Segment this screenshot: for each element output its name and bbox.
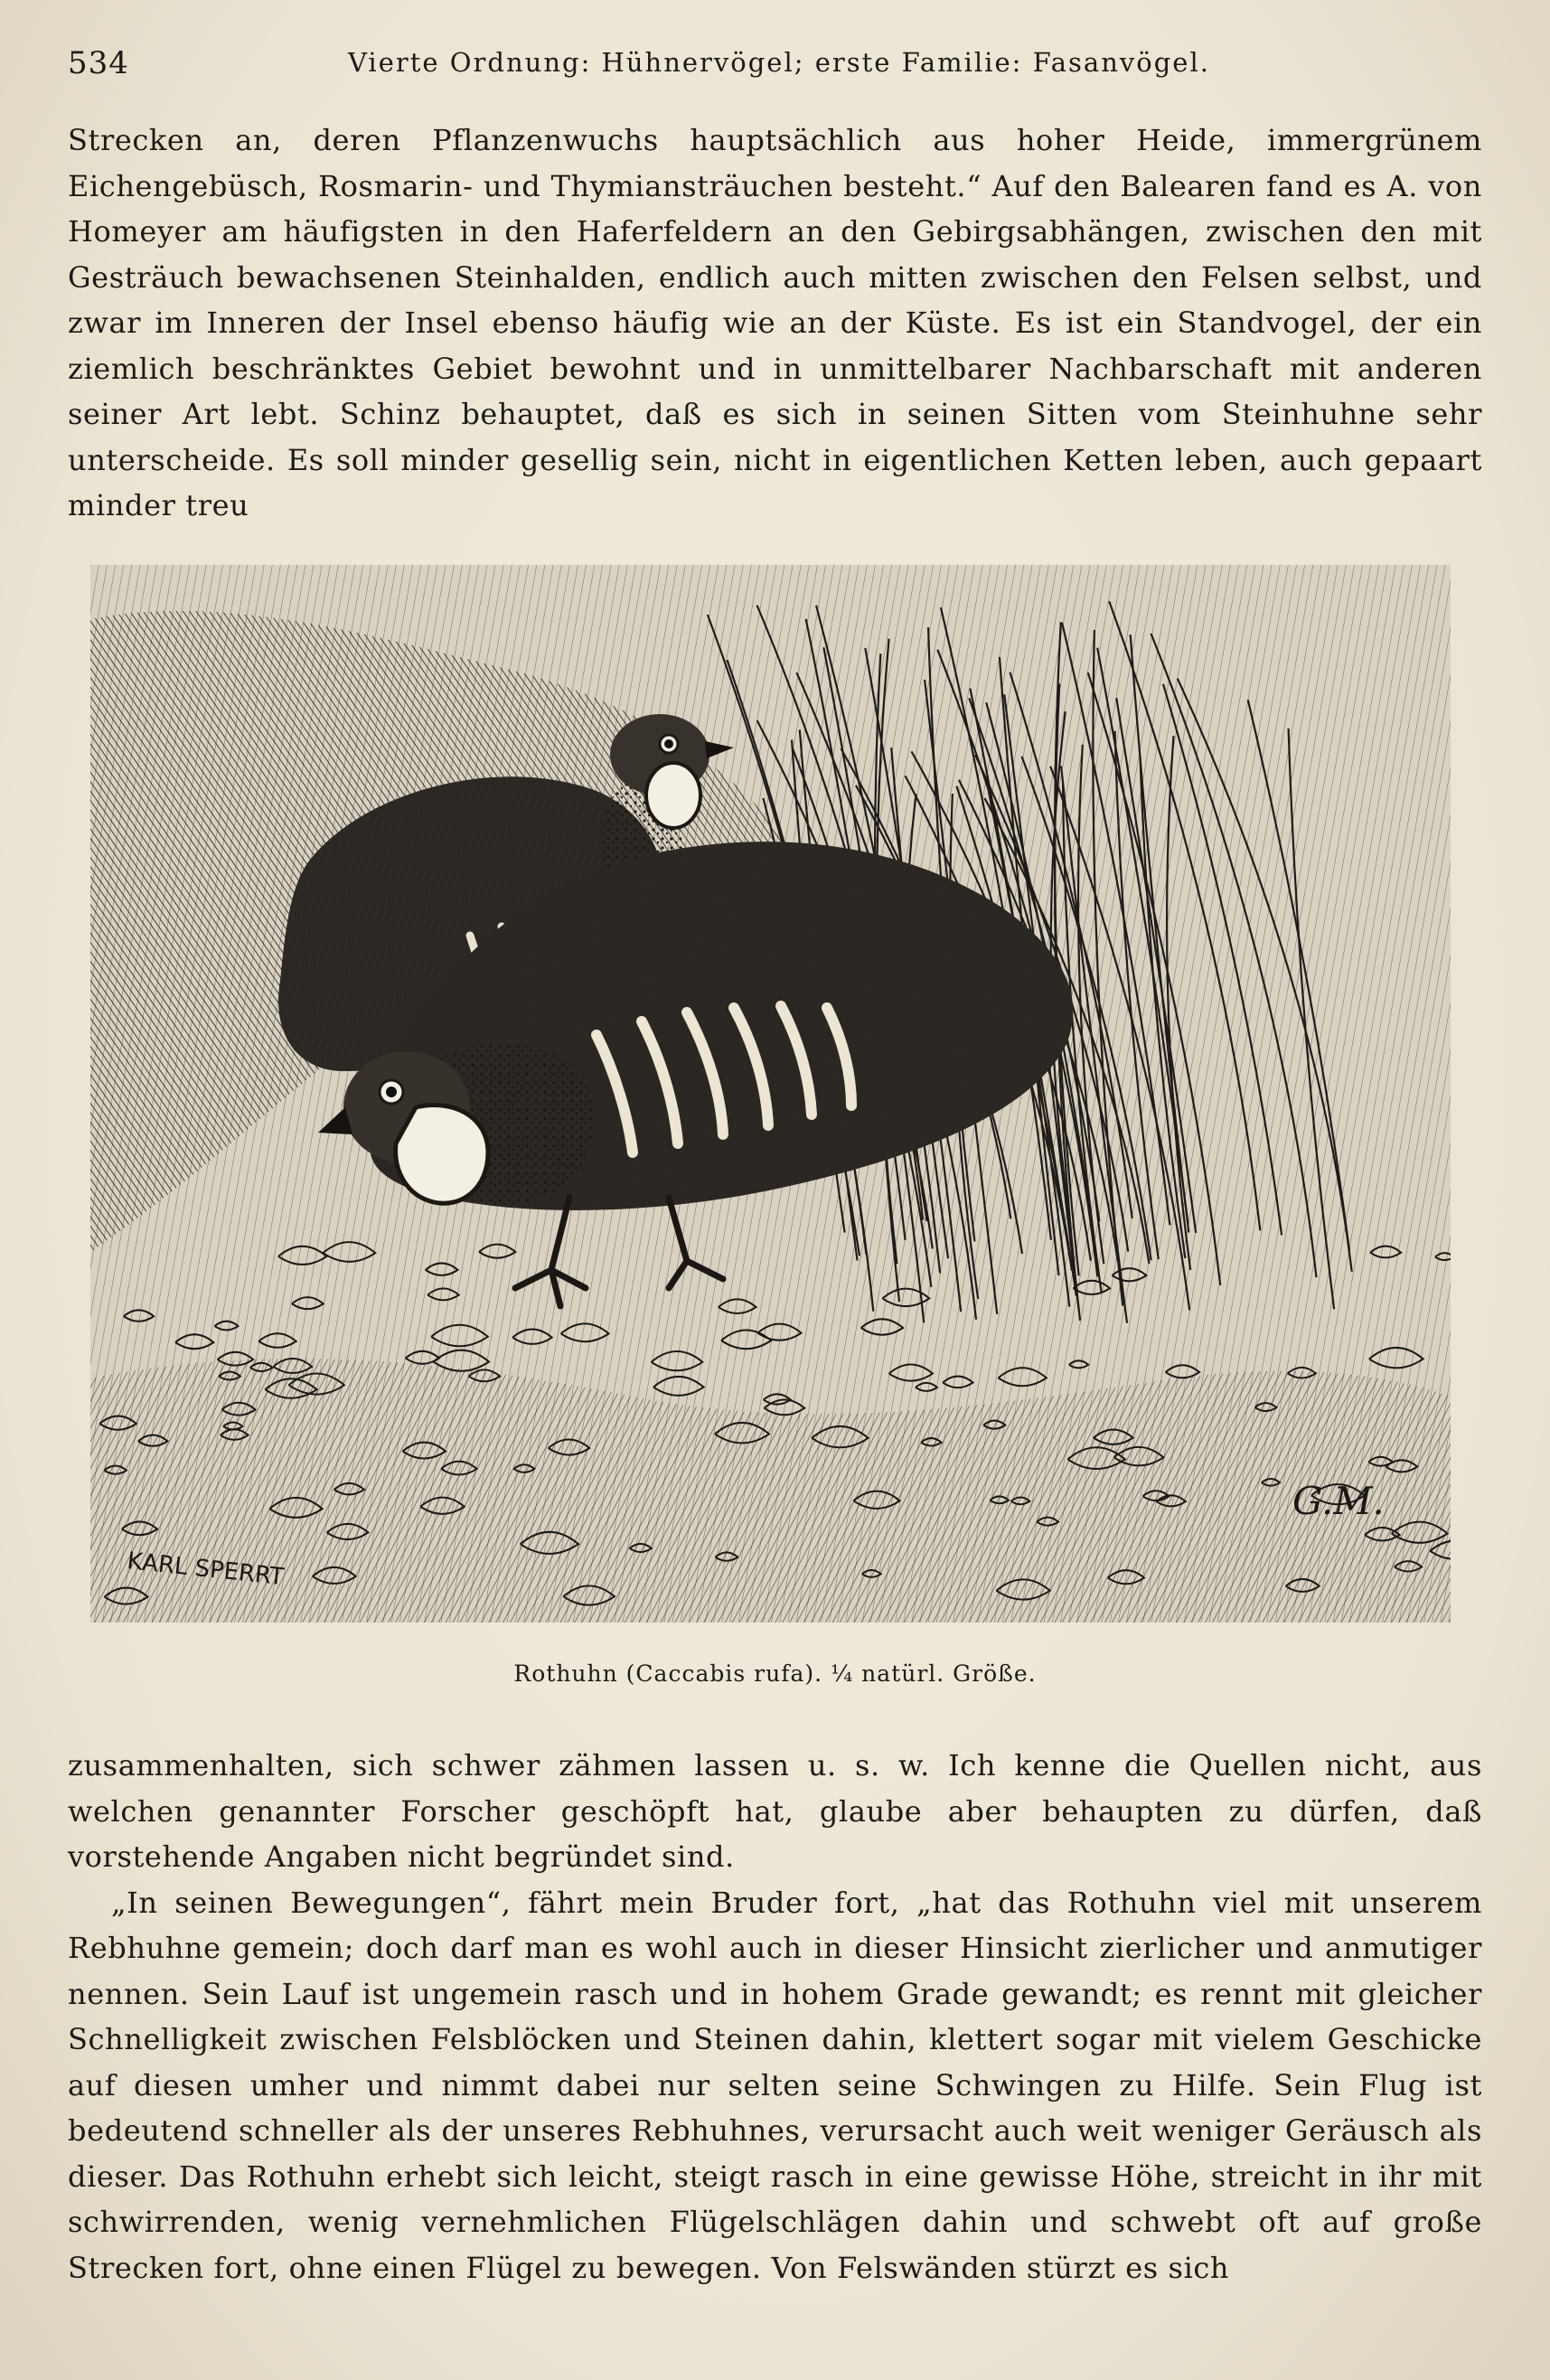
page-number: 534 [68,45,129,81]
page-header [68,45,1482,90]
paragraph: zusammenhalten, sich schwer zähmen lassen u. s. w. Ich kenne die Quellen nicht, aus welchen genannter Forscher geschöpft hat, glaube aber behaupten zu dürfen, daß vorstehende Angaben nicht begründet sind. [68,1748,1482,1874]
engraving-figure [90,565,1451,1623]
partridge-engraving [90,565,1451,1623]
figure-caption: Rothuhn (Caccabis rufa). ¼ natürl. Größe. [513,1660,1037,1687]
engraver-signature: KARL SPERRT [126,1547,286,1592]
body-text-bottom [68,1743,1482,2291]
running-head: Vierte Ordnung: Hühnervögel; erste Familie: Fasanvögel. [348,47,1210,78]
body-text-top [68,118,1482,529]
artist-monogram: G.M. [1292,1479,1385,1523]
paragraph: „In seinen Bewegungen“, fährt mein Bruder fort, „hat das Rothuhn viel mit unserem Rebhuhne gemein; doch darf man es wohl auch in dieser Hinsicht zierlicher und anmutiger nennen. Sein Lauf ist ungemein rasch und in hohem Grade gewandt; es rennt mit gleicher Schnelligkeit zwischen Felsblöcken und Steinen dahin, klettert sogar mit vielem Geschicke auf diesen umher und nimmt dabei nur selten seine Schwingen zu Hilfe. Sein Flug ist bedeutend schneller als der unseres Rebhuhnes, verursacht auch weit weniger Geräusch als dieser. Das Rothuhn erhebt sich leicht, steigt rasch in eine gewisse Höhe, streicht in ihr mit schwirrenden, wenig vernehmlichen Flügelschlägen dahin und schwebt oft auf große Strecken fort, ohne einen Flügel zu bewegen. Von Felswänden stürzt es sich [68,1885,1482,2285]
paragraph: Strecken an, deren Pflanzenwuchs hauptsächlich aus hoher Heide, immergrünem Eichengebüsch, Rosmarin- und Thymiansträuchen besteht.“ Auf den Balearen fand es A. von Homeyer am häufigsten in den Haferfeldern an den Gebirgsabhängen, zwischen den mit Gesträuch bewachsenen Steinhalden, endlich auch mitten zwischen den Felsen selbst, und zwar im Inneren der Insel ebenso häufig wie an der Küste. Es ist ein Standvogel, der ein ziemlich beschränktes Gebiet bewohnt und in unmittelbarer Nachbarschaft mit anderen seiner Art lebt. Schinz behauptet, daß es sich in seinen Sitten vom Steinhuhne sehr unterscheide. Es soll minder gesellig sein, nicht in eigentlichen Ketten leben, auch gepaart minder treu [68,123,1482,522]
